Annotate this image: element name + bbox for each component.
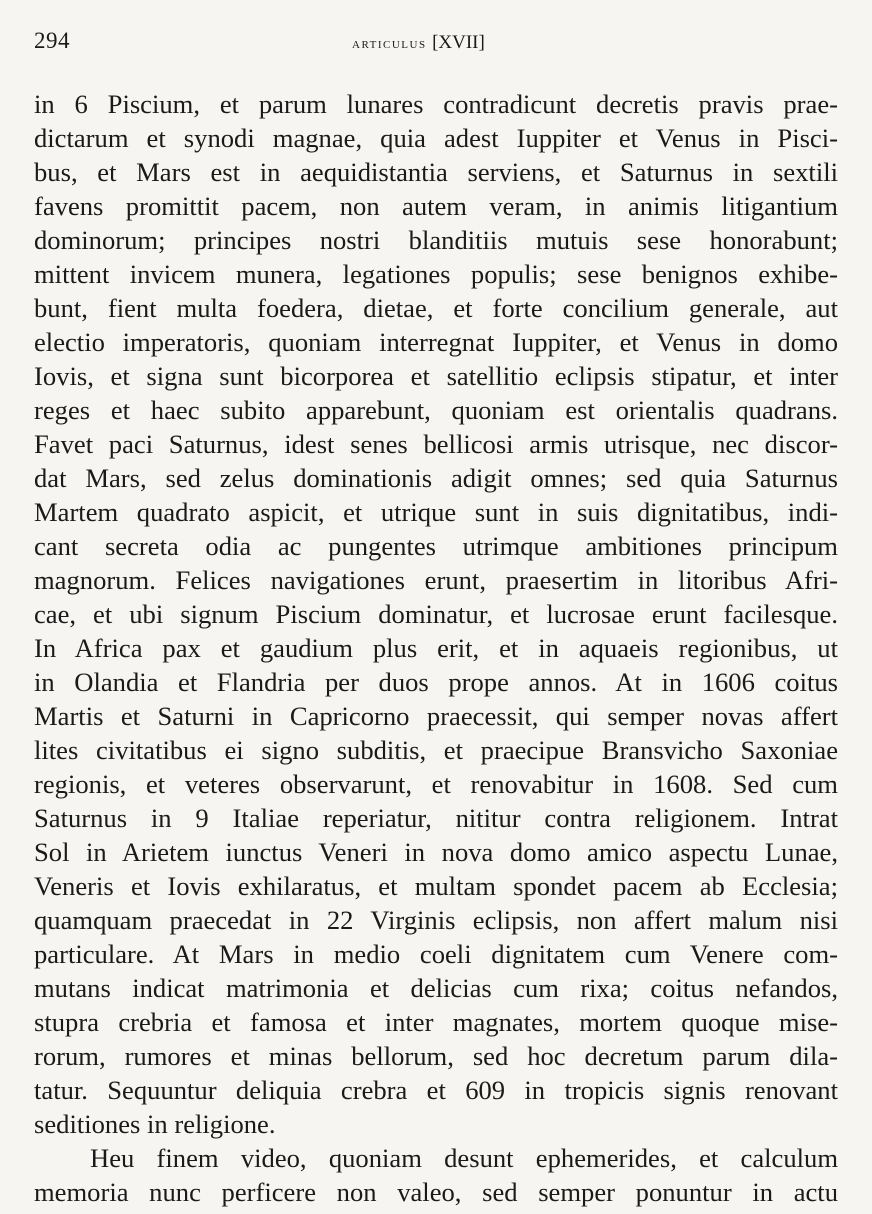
text-line: Sol in Arietem iunctus Veneri in nova domo amico aspectu Lunae, — [34, 837, 838, 867]
text-line: Saturnus in 9 Italiae reperiatur, nititur contra religionem. Intrat — [34, 803, 838, 833]
text-line: stupra crebria et famosa et inter magnates, mortem quoque mise- — [34, 1007, 838, 1037]
text-line: mutans indicat matrimonia et delicias cum rixa; coitus nefandos, — [34, 973, 838, 1003]
text-line: tatur. Sequuntur deliquia crebra et 609 in tropicis signis renovant — [34, 1075, 838, 1105]
text-line: seditiones in religione. — [34, 1109, 276, 1139]
text-line: Heu finem video, quoniam desunt ephemerides, et calculum — [90, 1143, 838, 1173]
text-line: in 6 Piscium, et parum lunares contradicunt decretis pravis prae- — [34, 89, 838, 119]
text-line: mittent invicem munera, legationes populis; sese benignos exhibe- — [34, 259, 838, 289]
text-line: Iovis, et signa sunt bicorporea et satellitio eclipsis stipatur, et inter — [34, 361, 838, 391]
text-line: particulare. At Mars in medio coeli dignitatem cum Venere com- — [34, 939, 838, 969]
text-line: Veneris et Iovis exhilaratus, et multam spondet pacem ab Ecclesia; — [34, 871, 838, 901]
text-line: Favet paci Saturnus, idest senes bellicosi armis utrisque, nec discor- — [34, 429, 838, 459]
page-header — [34, 28, 838, 60]
body-text — [34, 87, 838, 1209]
text-line: rorum, rumores et minas bellorum, sed hoc decretum parum dila- — [34, 1041, 838, 1071]
running-head-section: [XVII] — [432, 32, 485, 53]
text-line: regionis, et veteres observarunt, et renovabitur in 1608. Sed cum — [34, 769, 838, 799]
text-line: cae, et ubi signum Piscium dominatur, et lucrosae erunt facilesque. — [34, 599, 838, 629]
text-line: electio imperatoris, quoniam interregnat Iuppiter, et Venus in domo — [34, 327, 838, 357]
running-head — [352, 32, 485, 54]
paragraph — [34, 1141, 838, 1209]
text-line: dominorum; principes nostri blanditiis mutuis sese honorabunt; — [34, 225, 838, 255]
running-head-title: articulus — [352, 35, 427, 52]
text-line: In Africa pax et gaudium plus erit, et in aquaeis regionibus, ut — [34, 633, 838, 663]
text-line: magnorum. Felices navigationes erunt, praesertim in litoribus Afri- — [34, 565, 838, 595]
text-line: dictarum et synodi magnae, quia adest Iuppiter et Venus in Pisci- — [34, 123, 838, 153]
text-line: bus, et Mars est in aequidistantia serviens, et Saturnus in sextili — [34, 157, 838, 187]
text-line: reges et haec subito apparebunt, quoniam est orientalis quadrans. — [34, 395, 838, 425]
text-line: lites civitatibus ei signo subditis, et praecipue Bransvicho Saxoniae — [34, 735, 838, 765]
text-line: bunt, fient multa foedera, dietae, et forte concilium generale, aut — [34, 293, 838, 323]
text-line: in Olandia et Flandria per duos prope annos. At in 1606 coitus — [34, 667, 838, 697]
text-line: quamquam praecedat in 22 Virginis eclipsis, non affert malum nisi — [34, 905, 838, 935]
text-line: Martis et Saturni in Capricorno praecessit, qui semper novas affert — [34, 701, 838, 731]
page-number: 294 — [34, 28, 70, 53]
text-line: memoria nunc perficere non valeo, sed semper ponuntur in actu — [34, 1177, 838, 1207]
text-line: favens promittit pacem, non autem veram, in animis litigantium — [34, 191, 838, 221]
text-line: Martem quadrato aspicit, et utrique sunt in suis dignitatibus, indi- — [34, 497, 838, 527]
paragraph — [34, 87, 838, 1141]
text-line: cant secreta odia ac pungentes utrimque ambitiones principum — [34, 531, 838, 561]
text-line: dat Mars, sed zelus dominationis adigit omnes; sed quia Saturnus — [34, 463, 838, 493]
